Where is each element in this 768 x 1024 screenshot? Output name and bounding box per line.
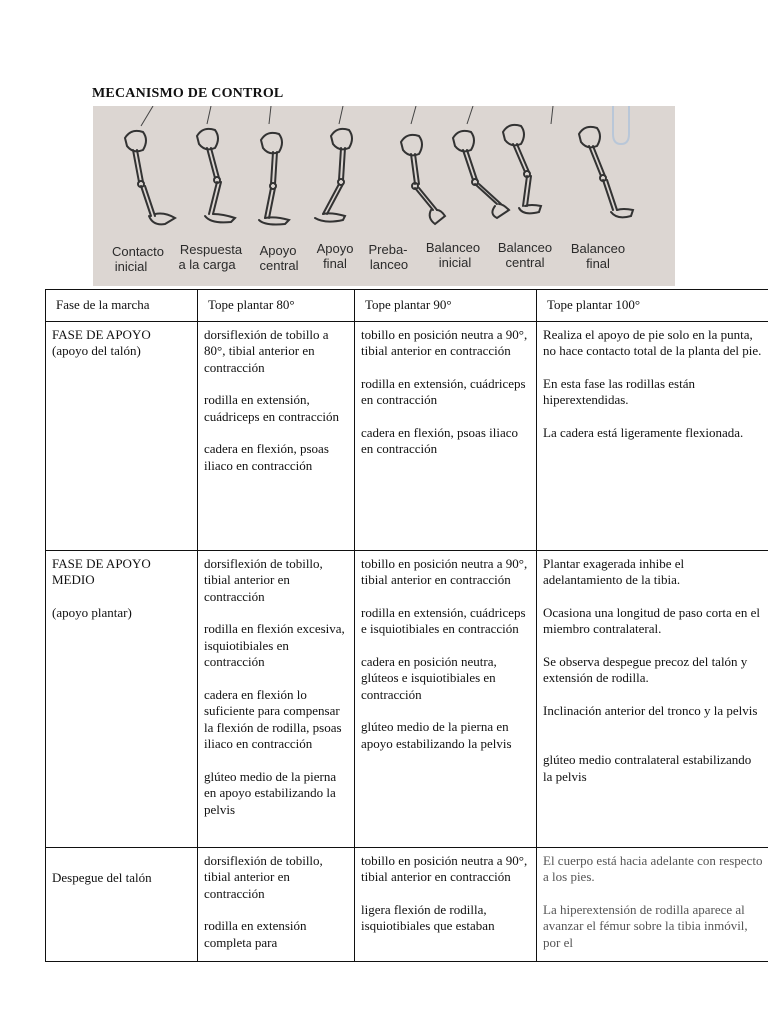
cell-paragraph: dorsiflexión de tobillo, tibial anterior en contracción <box>204 555 323 604</box>
phase-subtitle: (apoyo del talón) <box>52 343 141 358</box>
phase-label-4-line2: final <box>323 256 347 271</box>
cell-paragraph: glúteo medio de la pierna en apoyo estabilizando la pelvis <box>361 719 512 751</box>
phase-label-2-line2: a la carga <box>178 257 236 272</box>
cell-paragraph: rodilla en flexión excesiva, isquiotibiales en contracción <box>204 621 345 669</box>
cell-paragraph: dorsiflexión de tobillo a 80°, tibial anterior en contracción <box>204 326 329 375</box>
cell-paragraph: Realiza el apoyo de pie solo en la punta, no hace contacto total de la planta del pie. <box>543 326 762 358</box>
cell-tope-80 <box>198 847 355 961</box>
gait-cycle-illustration <box>93 106 675 286</box>
header-tope-80: Tope plantar 80° <box>198 290 355 322</box>
header-tope-100: Tope plantar 100° <box>537 290 768 322</box>
cell-paragraph: tobillo en posición neutra a 90°, tibial anterior en contracción <box>361 555 528 587</box>
phase-subtitle: (apoyo plantar) <box>52 604 132 620</box>
header-fase-marcha: Fase de la marcha <box>46 290 198 322</box>
cell-tope-80 <box>198 550 355 847</box>
phase-label-3-line2: central <box>259 258 299 273</box>
cell-tope-100 <box>537 550 768 847</box>
phase-label-8-line1: Balanceo <box>570 241 626 256</box>
phase-label-5-line2: lanceo <box>369 257 409 272</box>
table-header-row <box>46 290 768 322</box>
cell-paragraph: dorsiflexión de tobillo, tibial anterior en contracción <box>204 852 323 901</box>
header-tope-90: Tope plantar 90° <box>355 290 537 322</box>
phase-label-1-line2: inicial <box>114 259 148 274</box>
cell-paragraph: cadera en posición neutra, glúteos e isquiotibiales en contracción <box>361 653 497 702</box>
phase-name: FASE DE APOYO <box>52 326 151 342</box>
cell-paragraph: glúteo medio contralateral estabilizando la pelvis <box>543 752 752 784</box>
document-heading: MECANISMO DE CONTROL <box>92 86 284 101</box>
cell-paragraph: Inclinación anterior del tronco y la pelvis <box>543 702 758 718</box>
cell-tope-100 <box>537 321 768 550</box>
cell-tope-90 <box>355 550 537 847</box>
table-row <box>46 321 768 550</box>
gait-control-table <box>45 289 768 962</box>
cell-paragraph: Plantar exagerada inhibe el adelantamiento de la tibia. <box>543 555 685 587</box>
phase-name: Despegue del talón <box>52 869 152 885</box>
phase-label-1-line1: Contacto <box>111 244 165 259</box>
cell-paragraph: cadera en flexión lo suficiente para compensar la flexión de rodilla, psoas iliaco en contracción <box>204 686 342 751</box>
cell-paragraph: rodilla en extensión, cuádriceps en contracción <box>204 392 339 424</box>
cell-tope-80 <box>198 321 355 550</box>
cell-paragraph: En esta fase las rodillas están hiperextendidas. <box>543 375 695 407</box>
phase-label-7-line2: central <box>505 255 545 270</box>
cell-paragraph: Se observa despegue precoz del talón y extensión de rodilla. <box>543 653 748 685</box>
cell-phase <box>46 550 198 847</box>
phase-label-8-line2: final <box>586 256 610 271</box>
phase-label-5-line1: Preba- <box>368 242 408 257</box>
phase-name: FASE DE APOYO MEDIO <box>52 555 151 587</box>
cell-paragraph: Ocasiona una longitud de paso corta en el miembro contralateral. <box>543 604 760 636</box>
cell-paragraph: rodilla en extensión, cuádriceps en contracción <box>361 375 526 407</box>
cell-paragraph: cadera en flexión, psoas iliaco en contracción <box>204 441 329 473</box>
table-row <box>46 847 768 961</box>
cell-tope-90 <box>355 321 537 550</box>
phase-label-6-line2: inicial <box>438 255 472 270</box>
cell-tope-90 <box>355 847 537 961</box>
cell-phase <box>46 847 198 961</box>
cell-phase <box>46 321 198 550</box>
gait-skeletons-drawing <box>93 106 675 286</box>
phase-label-2-line1: Respuesta <box>179 242 243 257</box>
phase-label-4-line1: Apoyo <box>316 241 354 256</box>
phase-label-7-line1: Balanceo <box>497 240 553 255</box>
cell-tope-100 <box>537 847 768 961</box>
cell-paragraph: tobillo en posición neutra a 90°, tibial anterior en contracción <box>361 852 528 884</box>
cell-paragraph: ligera flexión de rodilla, isquiotibiales que estaban <box>361 901 495 933</box>
cell-paragraph: La hiperextensión de rodilla aparece al avanzar el fémur sobre la tibia inmóvil, por el <box>543 901 748 950</box>
cell-paragraph: glúteo medio de la pierna en apoyo estabilizando la pelvis <box>204 768 337 817</box>
cell-paragraph: rodilla en extensión, cuádriceps e isquiotibiales en contracción <box>361 604 526 636</box>
cell-paragraph: rodilla en extensión completa para <box>204 918 307 950</box>
table-row <box>46 550 768 847</box>
cell-paragraph: El cuerpo está hacia adelante con respecto a los pies. <box>543 852 763 884</box>
phase-label-6-line1: Balanceo <box>425 240 481 255</box>
phase-label-3-line1: Apoyo <box>259 243 297 258</box>
cell-paragraph: La cadera está ligeramente flexionada. <box>543 424 744 440</box>
cell-paragraph: cadera en flexión, psoas iliaco en contracción <box>361 424 519 456</box>
cell-paragraph: tobillo en posición neutra a 90°, tibial anterior en contracción <box>361 326 528 358</box>
